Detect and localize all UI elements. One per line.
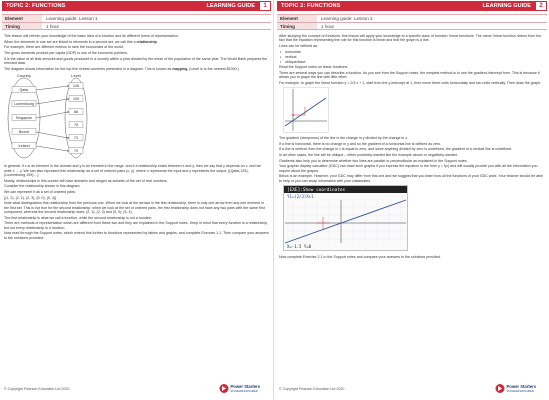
gdc-screen-svg [283,185,408,251]
power-starters-logo [495,382,545,395]
paragraph: This lesson will refresh your knowledge of the basic idea of a function and its different forms of representation. [4,34,179,38]
paragraph: Note what distinguishes this relationship from the previous one. When we look at the arrows in the first relationship, there is only one arrow from any one element in the first set. This is not true for the second relationship: when we look at the set of ordered pairs, the first relationship does not have any two pairs with the same first component, whereas the second relationship does: (2, 1), (2, 3) and (5, 0), (5, 4). [4,201,265,215]
paragraph: Read the Support notes on linear functions. [279,64,349,69]
intercept-point [292,114,294,116]
arrow-head-icon [67,112,68,113]
paragraph: Mostly, relationships in this course will have domains and ranges as subsets of the set of real numbers. [4,178,168,183]
meta-value: Learning guide: Lesson 1 [46,16,98,21]
paragraph [4,40,269,44]
level-label: 73 [74,136,78,141]
paragraph: The first relationship is what we call a function, while the second relationship is not a function. [4,215,153,220]
paragraph: Below is an example. However, your GDC may differ from this one and we suggest that you learn how all the functions of your GDC work. Your teacher should be able to help or you can swap information with your classmates. [279,174,544,183]
country-label: Qatar [19,88,29,93]
line-graph-svg [283,87,329,133]
level-items [69,83,83,154]
meta-row-timing [277,22,547,30]
paragraph: In all other cases, the line will be oblique – either positively-slanted like the example above or negatively-slanted. [279,152,458,157]
meta-key: Element [277,15,317,22]
page-header [2,1,271,11]
bullet-item: • horizontal [279,50,545,54]
copyright: © Copyright Pearson Education Ltd 2020 [279,387,345,391]
paragraph [4,67,269,71]
paragraph: We can represent it as a set of ordered pairs: [4,190,76,195]
paragraph: For example, to graph the linear function y = 2/3 x + 1, start from the y-intercept at 1, then move three units horizontally and two units vertically. Then draw the graph. [279,80,541,85]
gdc-screenshot [279,185,545,253]
guide-label: LEARNING GUIDE [482,3,531,9]
paragraph: There are several ways you can describe a function. As you see from the Support notes, the simplest method is to use the gradient-intercept form. This is because it allows you to graph the line with little effort. [279,70,540,79]
text: When the elements in one set are linked to elements in a second set, we call this a [4,39,137,44]
logo-mark [219,382,269,395]
page-left [0,0,274,400]
level-label: 88 [74,110,78,115]
key-term: relationship [136,39,157,44]
mapping-arrow [36,112,68,118]
arrow-head-icon [67,151,68,152]
paragraph: Now read through the Support notes, which extend this further to functions represented by tables and graphs, and complete Exercise 1.1. Then compare your answers to the solutions provided. [4,231,269,240]
logo-line1: Power Starters [506,384,537,389]
paragraph: In general, if x is an element in the domain and y is an element in the range, and if a relationship exists between x and y, then we say that y depends on x, and we write x → y. We can also represent this relationship as a set of ordered pairs (x, y), where x represents the input and y represents the output: {(Qatar,125),(Luxembourg,109),...} [4,164,262,178]
mapping-diagram [4,72,269,162]
arrow-head-icon [67,99,68,100]
meta-row-element [277,14,547,22]
paragraph: Your graphic display calculator (GDC) can draw such graphs if you express the equation in the form y = f(x) and will usually provide you with all the information you require about the graphs. [279,164,538,173]
level-label: 126 [73,84,79,89]
logo-line2: STANDARD EXPLAINER [506,390,534,393]
country-label: Ireland [18,144,30,149]
copyright: © Copyright Pearson Education Ltd 2020 [4,387,70,391]
level-label: 109 [73,97,79,102]
graph-frame [284,87,329,132]
paragraph: The gross domestic product per capita (GDP) is one of the economic pointers. [4,51,129,56]
page-footer [4,382,269,396]
paragraph: There are methods of representation which are different from these two and they are explained in the Support notes. Keep in mind that every function is a relationship, but not every relationship is a function. [4,221,269,230]
meta-row-timing [2,22,271,30]
meta-value: Learning guide: Lesson 2 [321,16,373,21]
gdc-title: [EXE]:Show coordinates [287,187,346,193]
logo-line2: STANDARD EXPLAINER [230,390,258,393]
arrow-head-icon [67,138,68,139]
mapping-arrow [36,146,68,151]
arrow-head-icon [67,86,68,87]
text: (Level is to the nearest $1000.) [188,66,239,71]
country-set-title: Country [16,73,32,79]
meta-row-element [2,14,271,22]
logo-mark [495,382,545,395]
lesson-meta-table [277,14,547,30]
country-label: Brunei [18,130,30,135]
meta-value: 1 hour [46,24,60,29]
paragraph: {(1, 2), (2, 1), (2, 3), (5, 0), (5, 4)} [4,195,57,200]
level-label: 70 [74,149,78,154]
text: . [156,39,158,44]
page-right [275,0,549,400]
country-items [12,87,36,149]
meta-value: 1 hour [321,24,335,29]
mapping-diagram-svg [6,72,126,162]
lesson-body [279,34,545,261]
country-label: Luxembourg [14,102,34,107]
paragraph: Consider the relationship shown in this diagram. [4,184,81,189]
mapping-arrows [36,86,69,152]
mapping-arrow [36,99,68,104]
line-graph-sketch [279,87,545,134]
meta-key: Timing [277,23,317,29]
paragraph: It is the value of all final services and goods produced in a country within a year divided by the mean of the population of the same year. The World Bank prepares the relevant data. [4,56,268,66]
guide-label: LEARNING GUIDE [206,3,255,9]
power-starters-logo [219,382,269,395]
level-set-title: Level [71,73,81,79]
paragraph: If a line is vertical, then the change in x is equal to zero, and since anything divided by zero is undefined, the gradient of a vertical line is undefined. [279,147,513,152]
lesson-body [4,34,269,241]
level-label: 78 [74,123,78,128]
gdc-function: Y1=(2/3)X+1 [287,193,314,199]
topic-title: TOPIC 2: FUNCTIONS [281,3,341,9]
topic-title: TOPIC 2: FUNCTIONS [6,3,66,9]
page-footer [279,382,545,396]
text: The diagram shows information for the top five richest countries presented in a diagram. This is known as [4,66,173,71]
paragraph: Lines can be defined as: [279,43,318,48]
paragraph: Gradients also help you to determine whether two lines are parallel or perpendicular as explained in the Support notes. [279,158,468,163]
page-number: 2 [535,1,547,11]
key-term: mapping. [172,66,189,71]
bullet-item: • oblique/slant. [279,60,545,64]
bullet-item: • vertical [279,55,545,59]
paragraph: If a line is horizontal, there is no change in y and so the gradient of a horizontal line is defined as zero. [279,141,442,146]
meta-key: Timing [2,23,42,29]
level-set-oval [65,78,87,158]
lesson-meta-table [2,14,271,30]
paragraph: The gradient (steepness) of the line is the change in y divided by the change in x. [279,135,409,140]
page-header [277,1,547,11]
page-number: 1 [259,1,271,11]
paragraph: Now complete Exercise 2.1 in the Support notes and compare your answers to the solutions provided. [279,254,442,259]
mapping-arrow [36,132,68,138]
gdc-readout: X=-1.5 Y=0 [287,243,312,249]
country-label: Singapore [15,116,33,121]
paragraph: After studying the concept of functions, this lesson will apply your knowledge to a specific class of function: linear functions. The name 'linear function' stems from the fact that the equation representing the rule for this function is linear and that the graph is a line. [279,34,542,43]
logo-line1: Power Starters [230,384,261,389]
meta-key: Element [2,15,42,22]
mapping-arrow [36,86,68,90]
paragraph: For example, there are different metrics to rank the economies of the world. [4,45,124,50]
